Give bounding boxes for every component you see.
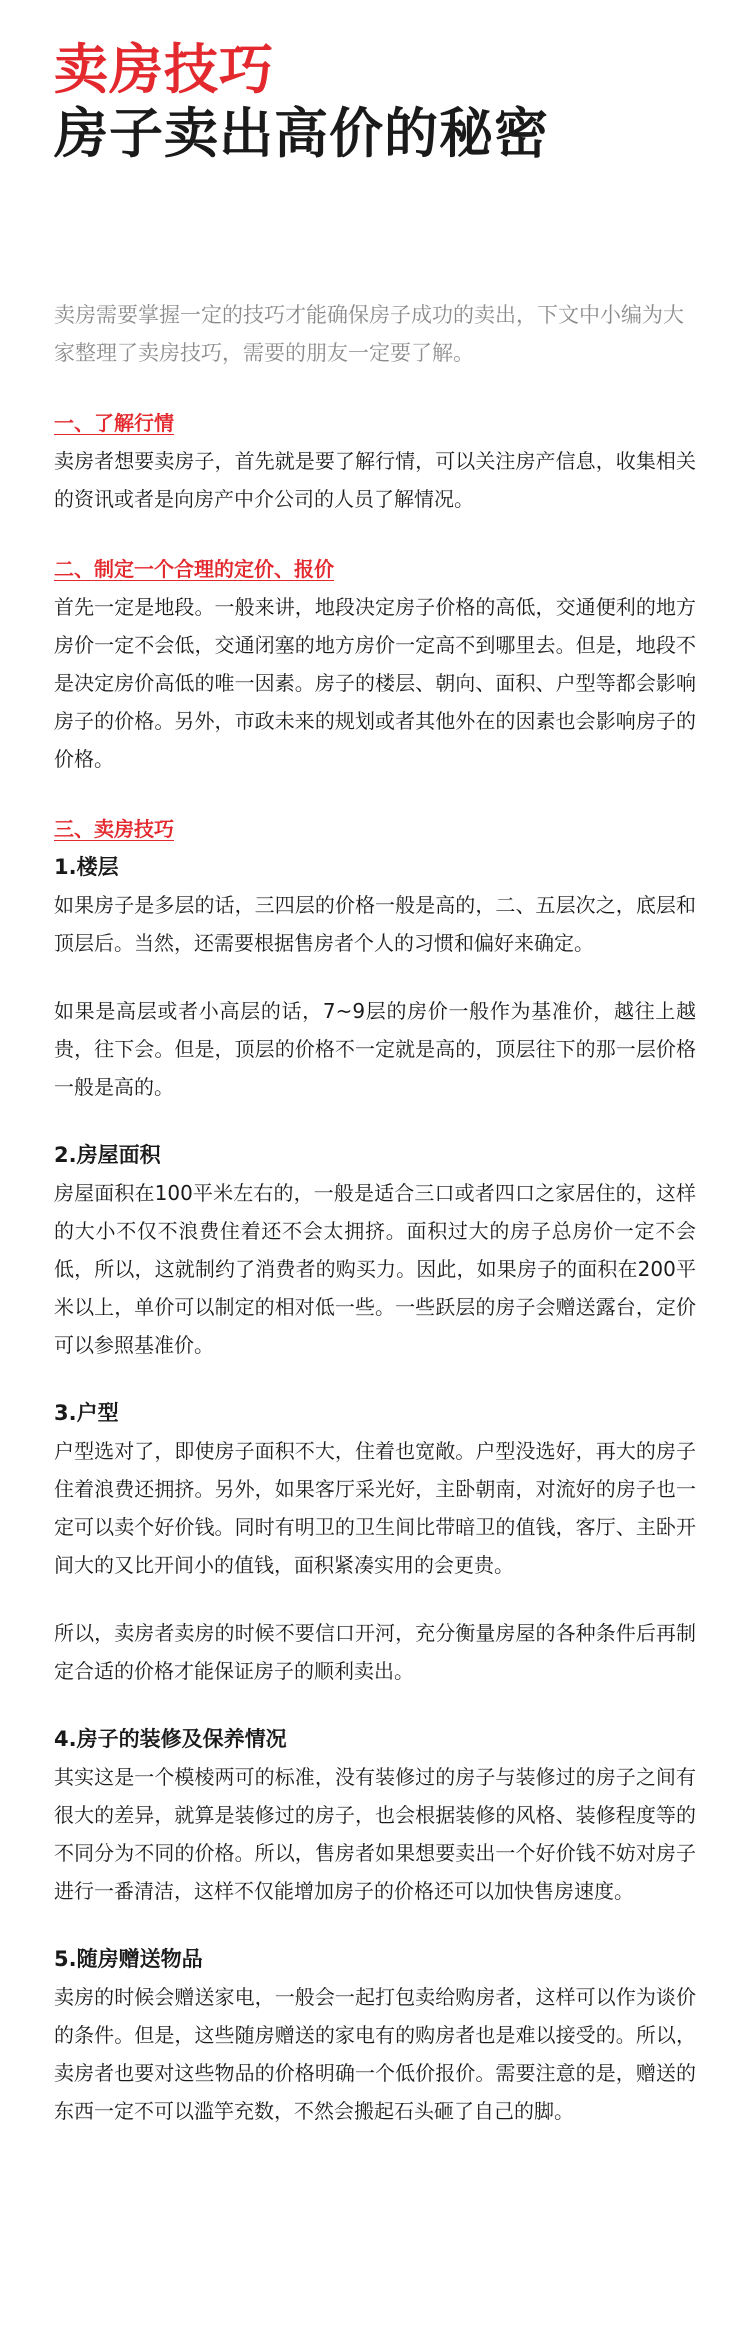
section-1-text: 卖房者想要卖房子，首先就是要了解行情，可以关注房产信息，收集相关的资讯或者是向房产中介公司的人员了解情况。	[54, 449, 696, 511]
section-understand-market	[54, 404, 696, 518]
decoration-paragraph-1: 其实这是一个模棱两可的标准，没有装修过的房子与装修过的房子之间有很大的差异，就算是装修过的房子，也会根据装修的风格、装修程度等的不同分为不同的价格。所以，售房者如果想要卖出一个好价钱不妨对房子进行一番清洁，这样不仅能增加房子的价格还可以加快售房速度。	[54, 1765, 696, 1903]
section-heading-2: 二、制定一个合理的定价、报价	[54, 557, 334, 581]
sub-heading-gifts: 5.随房赠送物品	[54, 1947, 203, 1971]
floor-paragraph-1: 如果房子是多层的话，三四层的价格一般是高的，二、五层次之，底层和顶层后。当然，还需要根据售房者个人的习惯和偏好来确定。	[54, 893, 696, 955]
section-heading-3: 三、卖房技巧	[54, 817, 174, 841]
layout-paragraph-2: 所以，卖房者卖房的时候不要信口开河，充分衡量房屋的各种条件后再制定合适的价格才能保证房子的顺利卖出。	[54, 1621, 696, 1683]
sub-heading-floor: 1.楼层	[54, 855, 119, 879]
title-line-1: 卖房技巧	[54, 38, 274, 101]
area-paragraph-1: 房屋面积在100平米左右的，一般是适合三口或者四口之家居住的，这样的大小不仅不浪费住着还不会太拥挤。面积过大的房子总房价一定不会低，所以，这就制约了消费者的购买力。因此，如果房子的面积在200平米以上，单价可以制定的相对低一些。一些跃层的房子会赠送露台，定价可以参照基准价。	[54, 1181, 696, 1357]
section-heading-1: 一、了解行情	[54, 411, 174, 435]
sub-heading-area: 2.房屋面积	[54, 1143, 161, 1167]
title-line-2: 房子卖出高价的秘密	[54, 102, 549, 165]
sub-heading-decoration: 4.房子的装修及保养情况	[54, 1727, 287, 1751]
section-pricing	[54, 550, 696, 778]
intro-paragraph: 卖房需要掌握一定的技巧才能确保房子成功的卖出，下文中小编为大家整理了卖房技巧，需要的朋友一定要了解。	[54, 303, 684, 365]
gifts-paragraph-1: 卖房的时候会赠送家电，一般会一起打包卖给购房者，这样可以作为谈价的条件。但是，这些随房赠送的家电有的购房者也是难以接受的。所以，卖房者也要对这些物品的价格明确一个低价报价。需要注意的是，赠送的东西一定不可以滥竽充数，不然会搬起石头砸了自己的脚。	[54, 1985, 696, 2123]
section-selling-tips	[54, 810, 696, 2130]
section-2-text: 首先一定是地段。一般来讲，地段决定房子价格的高低，交通便利的地方房价一定不会低，交通闭塞的地方房价一定高不到哪里去。但是，地段不是决定房价高低的唯一因素。房子的楼层、朝向、面积、户型等都会影响房子的价格。另外，市政未来的规划或者其他外在的因素也会影响房子的价格。	[54, 595, 696, 771]
sub-heading-layout: 3.户型	[54, 1401, 119, 1425]
layout-paragraph-1: 户型选对了，即使房子面积不大，住着也宽敞。户型没选好，再大的房子住着浪费还拥挤。另外，如果客厅采光好，主卧朝南，对流好的房子也一定可以卖个好价钱。同时有明卫的卫生间比带暗卫的值钱，客厅、主卧开间大的又比开间小的值钱，面积紧凑实用的会更贵。	[54, 1439, 696, 1577]
floor-paragraph-2: 如果是高层或者小高层的话，7~9层的房价一般作为基准价，越往上越贵，往下会。但是，顶层的价格不一定就是高的，顶层往下的那一层价格一般是高的。	[54, 999, 696, 1099]
